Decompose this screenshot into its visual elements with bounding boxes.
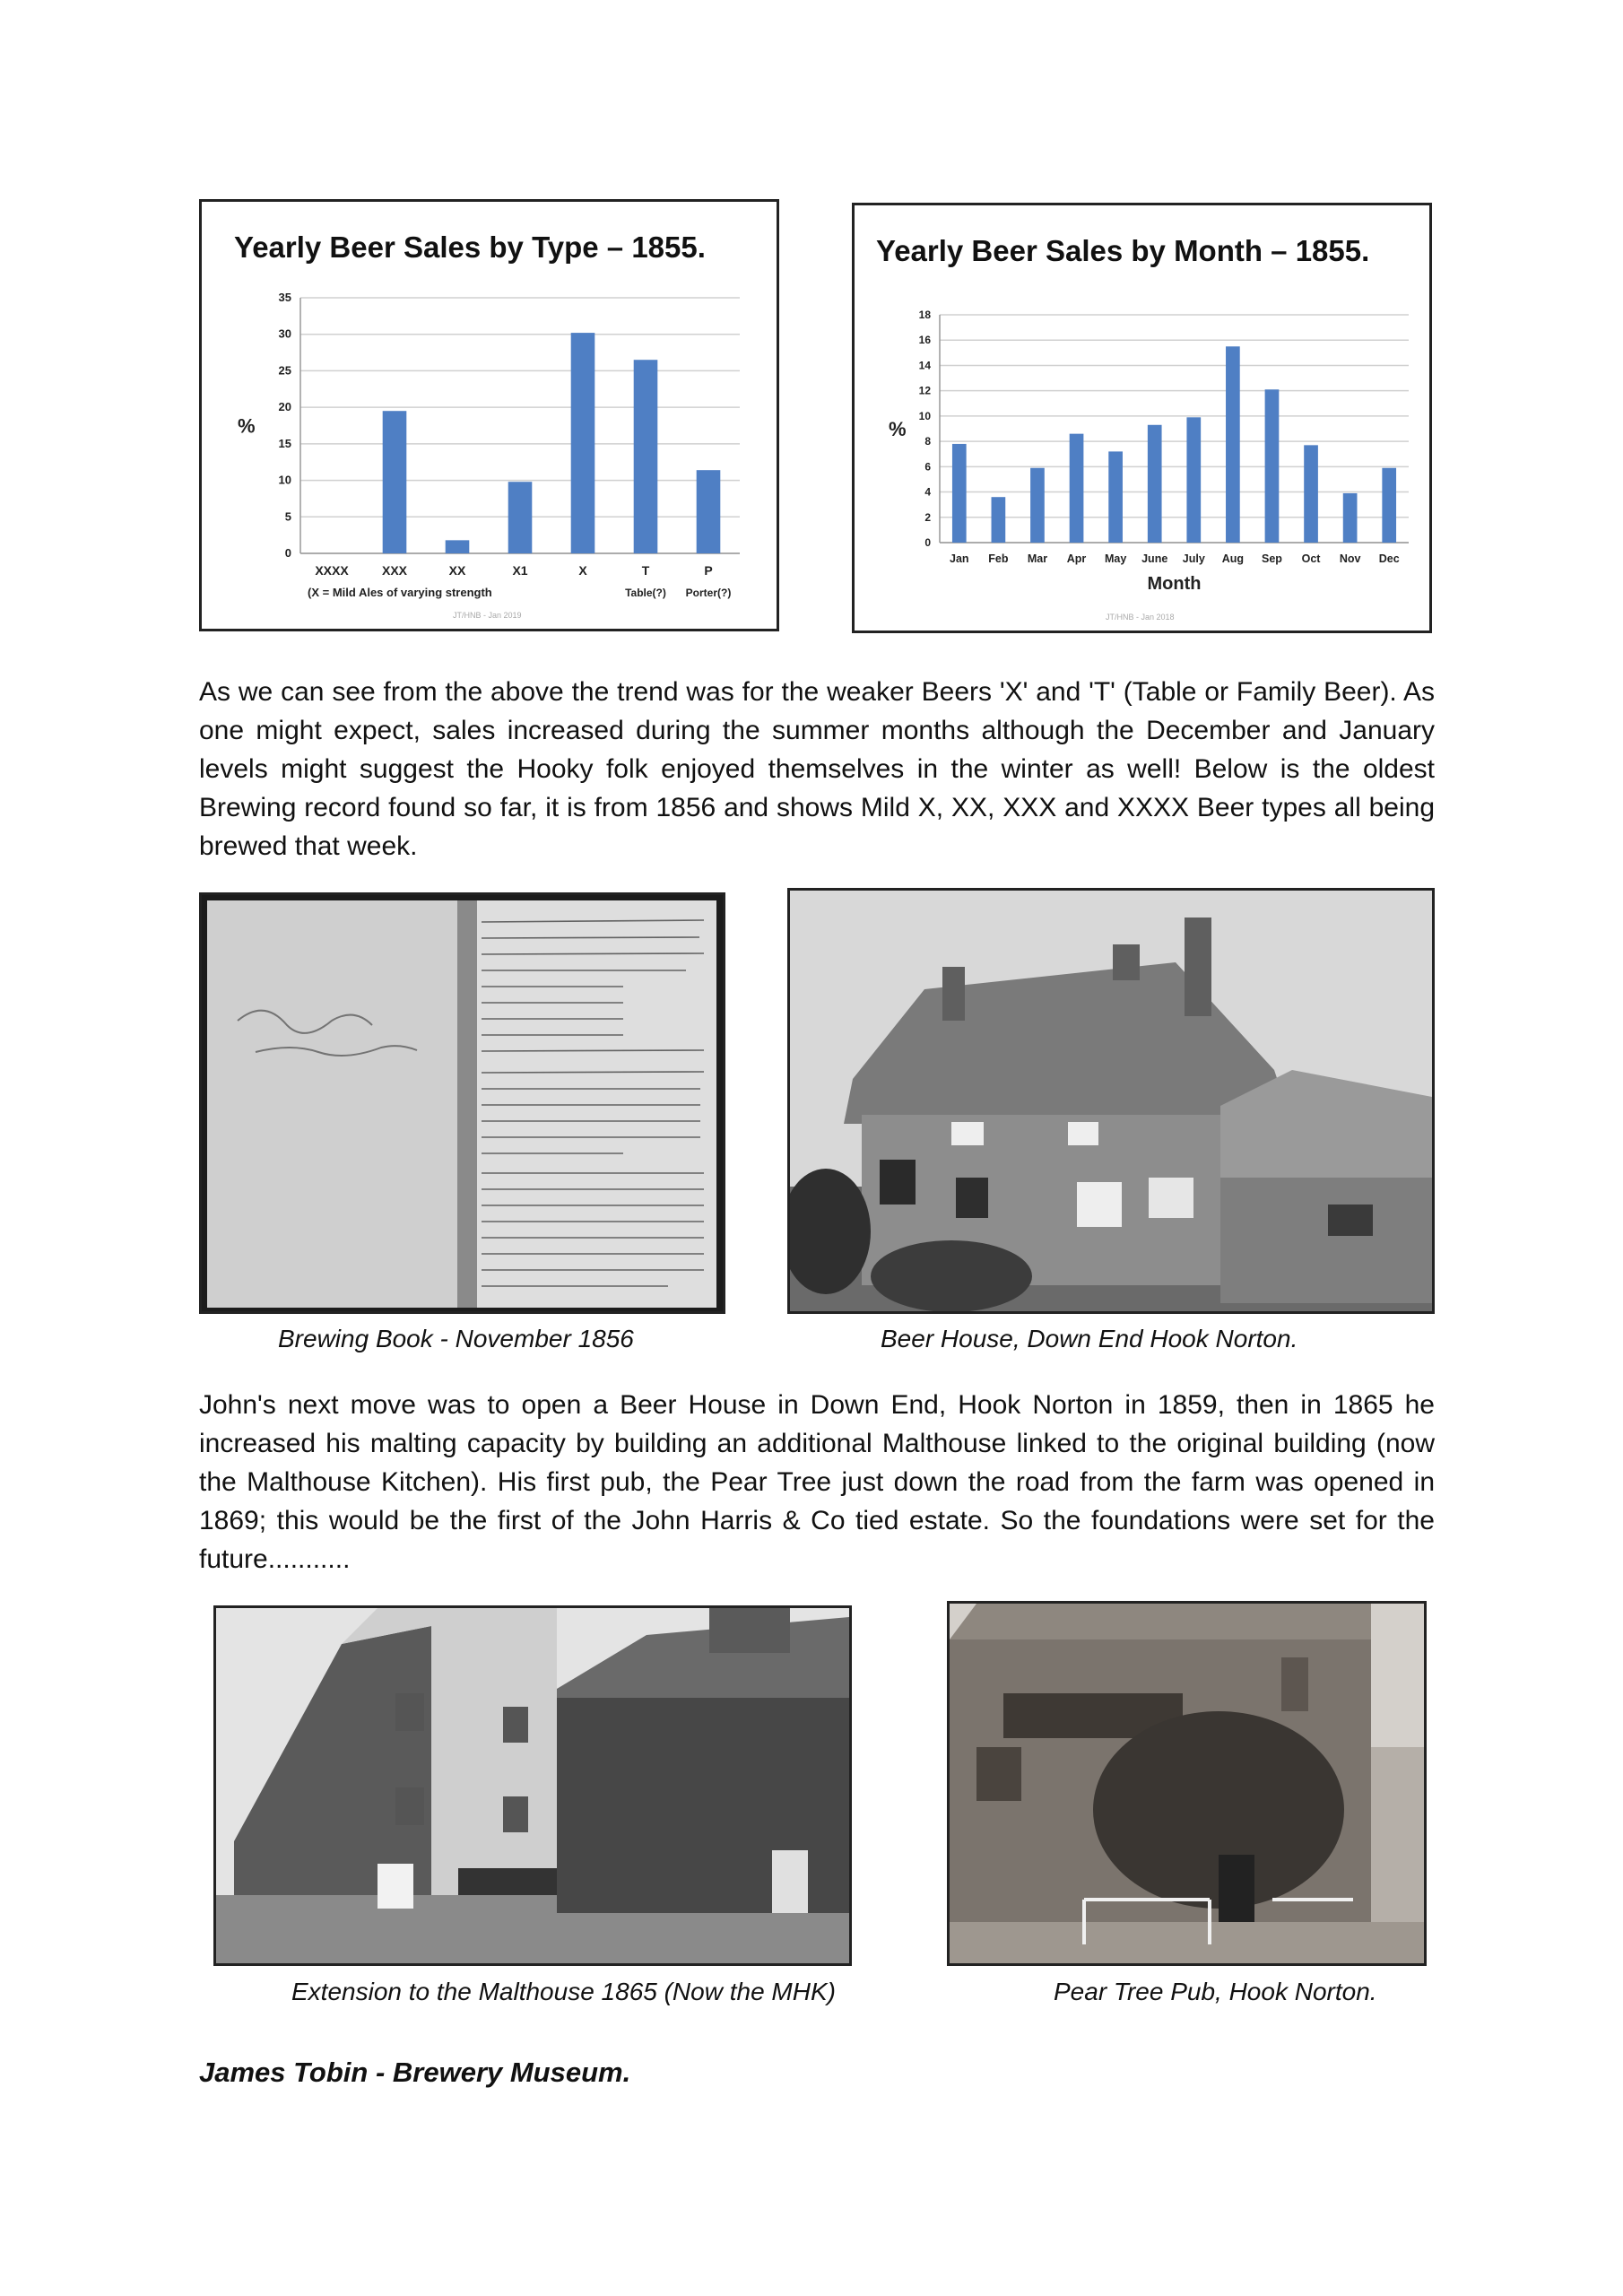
x-tick-label: Feb xyxy=(988,552,1009,565)
y-axis-label: % xyxy=(889,418,907,440)
chart-credit: JT/HNB - Jan 2019 xyxy=(453,611,522,620)
y-tick-label: 25 xyxy=(278,363,291,378)
chart-note: Table(?) xyxy=(625,587,666,599)
x-tick-label: X xyxy=(578,563,587,578)
bar-p xyxy=(697,470,721,553)
malthouse-caption: Extension to the Malthouse 1865 (Now the MHK) xyxy=(291,1978,836,2005)
chart-title: Yearly Beer Sales by Type – 1855. xyxy=(234,230,706,264)
bar-x1 xyxy=(508,482,533,553)
x-tick-label: Mar xyxy=(1027,552,1048,565)
pear-tree-pub-photo xyxy=(947,1601,1427,1966)
y-tick-label: 20 xyxy=(278,400,291,414)
x-axis-label: Month xyxy=(1147,574,1202,594)
y-tick-label: 10 xyxy=(918,409,931,422)
bar-may xyxy=(1108,451,1123,543)
malthouse-extension-photo xyxy=(213,1605,852,1966)
y-tick-label: 16 xyxy=(918,334,931,347)
beer-sales-by-type-plot xyxy=(202,202,777,629)
y-tick-label: 2 xyxy=(924,510,931,524)
x-tick-label: Apr xyxy=(1066,552,1087,565)
bar-june xyxy=(1148,425,1162,543)
bar-t xyxy=(634,360,658,553)
x-tick-label: July xyxy=(1182,552,1205,565)
y-tick-label: 14 xyxy=(918,359,931,372)
x-tick-label: June xyxy=(1141,552,1168,565)
y-tick-label: 0 xyxy=(924,536,931,549)
beer-sales-by-type-chart xyxy=(199,199,779,631)
x-tick-label: Sep xyxy=(1261,552,1282,565)
chart-note: Porter(?) xyxy=(685,587,732,599)
y-tick-label: 5 xyxy=(284,509,291,524)
y-tick-label: 30 xyxy=(278,326,291,341)
x-tick-label: P xyxy=(704,563,713,578)
pear-tree-caption: Pear Tree Pub, Hook Norton. xyxy=(1054,1978,1377,2005)
bar-xx xyxy=(446,540,470,553)
bar-dec xyxy=(1382,468,1396,543)
chart-note: (X = Mild Ales of varying strength xyxy=(308,586,492,599)
y-tick-label: 18 xyxy=(918,309,931,321)
y-tick-label: 35 xyxy=(278,291,291,304)
bar-jan xyxy=(952,444,967,543)
bar-sep xyxy=(1265,389,1280,543)
x-tick-label: XXXX xyxy=(315,563,349,578)
bar-aug xyxy=(1226,346,1240,543)
x-tick-label: Oct xyxy=(1301,552,1321,565)
y-tick-label: 15 xyxy=(278,436,291,450)
beer-house-caption: Beer House, Down End Hook Norton. xyxy=(881,1325,1298,1352)
x-tick-label: XXX xyxy=(381,563,408,578)
brewing-book-caption: Brewing Book - November 1856 xyxy=(278,1325,634,1352)
bar-xxx xyxy=(383,411,407,553)
bar-july xyxy=(1186,417,1201,543)
x-tick-label: X1 xyxy=(512,563,528,578)
bar-oct xyxy=(1304,445,1318,543)
y-tick-label: 0 xyxy=(284,546,291,560)
x-tick-label: Dec xyxy=(1378,552,1400,565)
beer-sales-by-month-chart xyxy=(852,203,1432,633)
x-tick-label: May xyxy=(1104,552,1127,565)
y-tick-label: 12 xyxy=(918,384,931,397)
x-tick-label: T xyxy=(641,563,650,578)
bar-mar xyxy=(1030,468,1045,543)
x-tick-label: Nov xyxy=(1339,552,1361,565)
intro-paragraph: As we can see from the above the trend was for the weaker Beers 'X' and 'T' (Table or Family Beer). As one might expect, sales increased during the summer months although the December and January levels might suggest the Hooky folk enjoyed themselves in the winter as well! Below is the oldest Brewing record found so far, it is from 1856 and shows Mild X, XX, XXX and XXXX Beer types all being brewed that week. xyxy=(199,677,1435,861)
bar-feb xyxy=(992,497,1006,543)
chart-credit: JT/HNB - Jan 2018 xyxy=(1106,613,1175,622)
y-axis-label: % xyxy=(238,414,256,438)
bar-x xyxy=(571,333,595,553)
y-tick-label: 10 xyxy=(278,473,291,487)
bar-apr xyxy=(1070,434,1084,543)
bar-nov xyxy=(1343,493,1358,543)
y-tick-label: 4 xyxy=(924,485,931,499)
brewing-book-photo xyxy=(199,892,725,1314)
y-tick-label: 8 xyxy=(924,435,931,448)
chart-title: Yearly Beer Sales by Month – 1855. xyxy=(876,234,1370,267)
x-tick-label: Aug xyxy=(1221,552,1245,565)
x-tick-label: XX xyxy=(448,563,466,578)
history-paragraph: John's next move was to open a Beer House in Down End, Hook Norton in 1859, then in 1865 he increased his malting capacity by building an additional Malthouse linked to the original building (now the Malthouse Kitchen). His first pub, the Pear Tree just down the road from the farm was opened in 1869; this would be the first of the John Harris & Co tied estate. So the foundations were set for the future........... xyxy=(199,1390,1435,1574)
beer-sales-by-month-plot xyxy=(855,205,1429,631)
x-tick-label: Jan xyxy=(950,552,969,565)
beer-house-photo xyxy=(787,888,1435,1314)
y-tick-label: 6 xyxy=(924,460,931,474)
author-signature: James Tobin - Brewery Museum. xyxy=(199,2057,631,2088)
